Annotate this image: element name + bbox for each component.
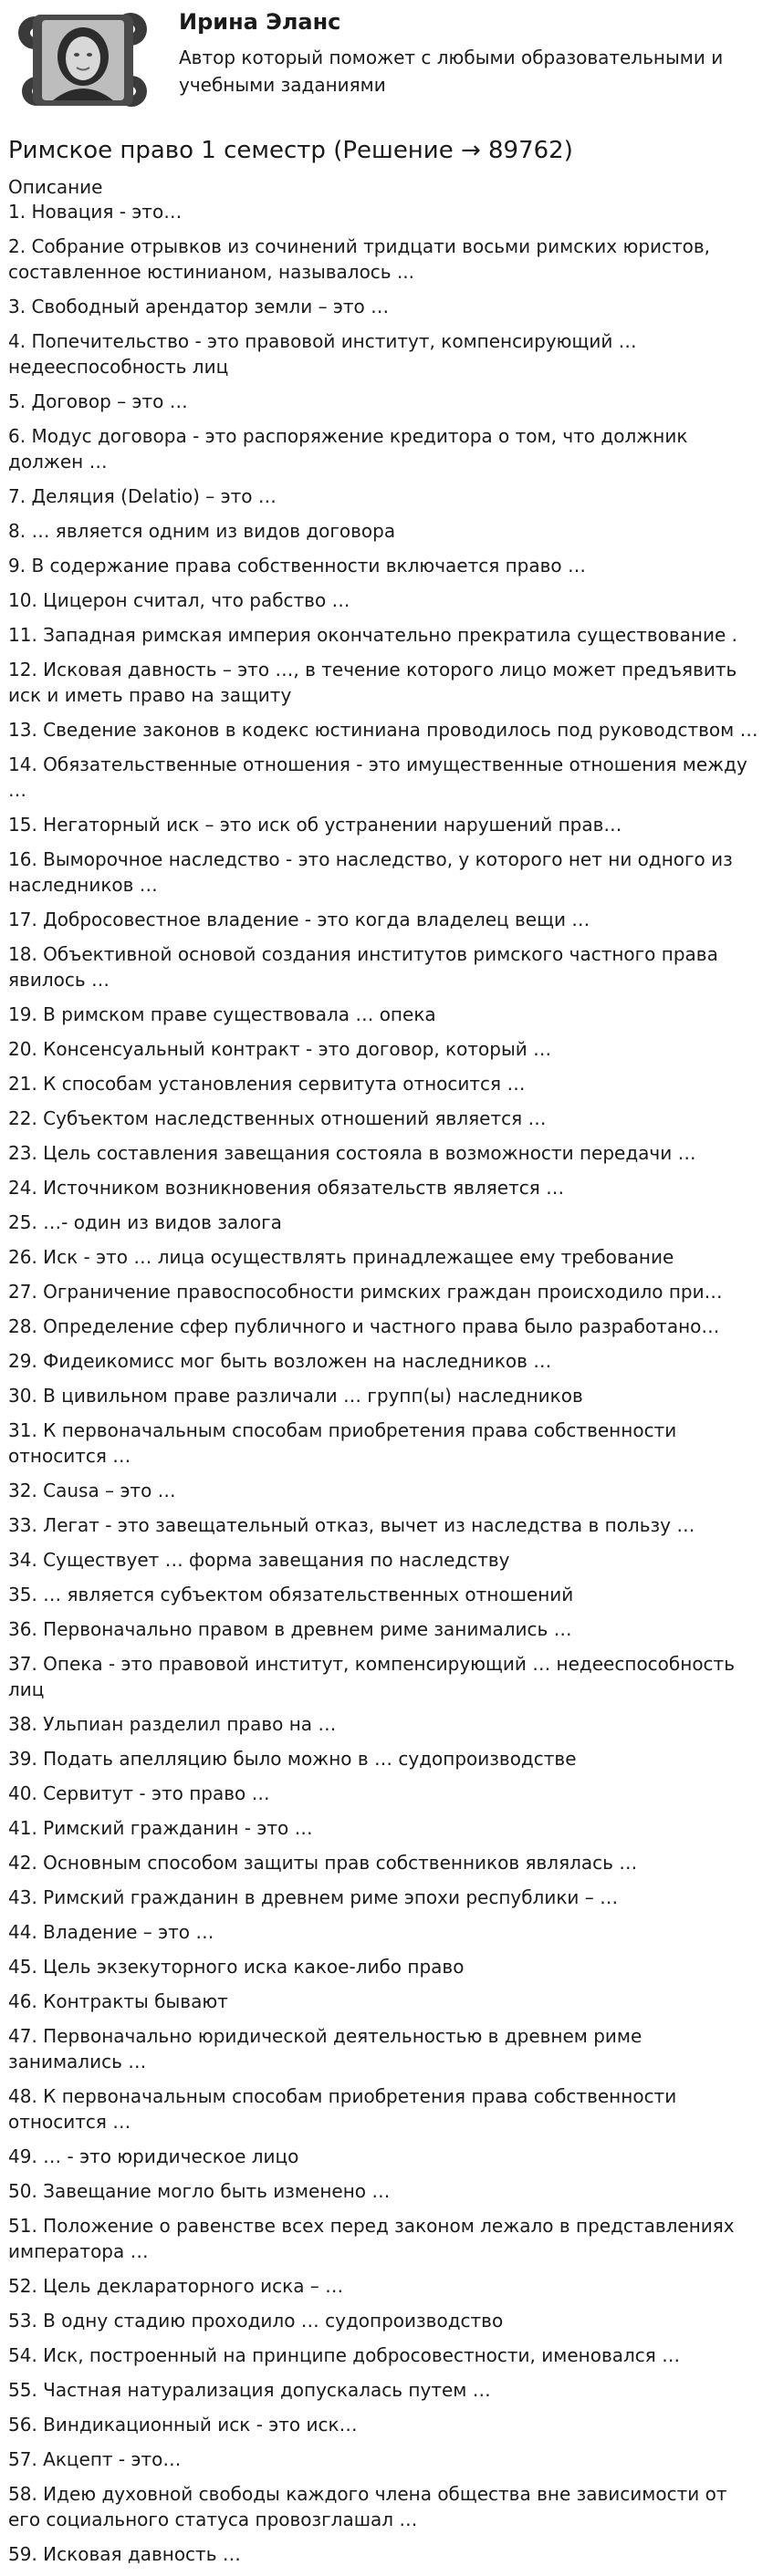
author-name[interactable]: Ирина Эланс xyxy=(179,9,341,35)
question-item: 9. В содержание права собственности включается право … xyxy=(8,555,587,576)
question-item: 12. Исковая давность – это …, в течение которого лицо может предъявить иск и иметь право на защиту xyxy=(8,659,737,706)
question-item: 53. В одну стадию проходило … судопроизводство xyxy=(8,2310,504,2332)
question-item: 18. Объективной основой создания институтов римского частного права явилось … xyxy=(8,943,718,991)
question-item: 28. Определение сфер публичного и частного права было разработано… xyxy=(8,1315,720,1337)
question-item: 20. Консенсуальный контракт - это договор, который … xyxy=(8,1038,552,1060)
question-item: 42. Основным способом защиты прав собственников являлась … xyxy=(8,1852,638,1874)
question-item: 2. Собрание отрывков из сочинений тридцати восьми римских юристов, составленное юстинианом, называлось ... xyxy=(8,235,711,283)
question-item: 52. Цель деклараторного иска – … xyxy=(8,2275,344,2297)
question-item: 23. Цель составления завещания состояла в возможности передачи … xyxy=(8,1142,696,1164)
question-item: 36. Первоначально правом в древнем риме занимались … xyxy=(8,1618,572,1640)
question-item: 19. В римском праве существовала … опека xyxy=(8,1003,436,1025)
question-item: 1. Новация - это… xyxy=(8,201,183,223)
author-card xyxy=(8,0,765,128)
question-item: 43. Римский гражданин в древнем риме эпохи республики – … xyxy=(8,1886,619,1908)
question-item: 56. Виндикационный иск - это иск… xyxy=(8,2414,358,2436)
question-item: 33. Легат - это завещательный отказ, вычет из наследства в пользу … xyxy=(8,1514,695,1536)
question-item: 11. Западная римская империя окончательно прекратила существование . xyxy=(8,624,738,646)
question-item: 22. Субъектом наследственных отношений является … xyxy=(8,1107,547,1129)
question-item: 29. Фидеикомисс мог быть возложен на наследников … xyxy=(8,1350,552,1372)
question-item: 45. Цель экзекуторного иска какое-либо право xyxy=(8,1956,465,1978)
question-item: 21. К способам установления сервитута относится … xyxy=(8,1073,526,1095)
question-item: 47. Первоначально юридической деятельностью в древнем риме занимались … xyxy=(8,2025,642,2072)
question-item: 49. … - это юридическое лицо xyxy=(8,2145,299,2167)
question-item: 32. Causa – это … xyxy=(8,1480,176,1501)
question-item: 35. … является субъектом обязательственных отношений xyxy=(8,1584,574,1605)
question-item: 31. К первоначальным способам приобретения права собственности относится … xyxy=(8,1419,677,1467)
author-avatar[interactable] xyxy=(16,7,149,112)
question-item: 15. Негаторный иск – это иск об устранении нарушений прав… xyxy=(8,814,622,836)
question-item: 3. Свободный арендатор земли – это … xyxy=(8,296,390,317)
question-item: 14. Обязательственные отношения - это имущественные отношения между … xyxy=(8,753,747,801)
question-item: 55. Частная натурализация допускалась путем … xyxy=(8,2379,491,2401)
question-item: 16. Выморочное наследство - это наследство, у которого нет ни одного из наследников … xyxy=(8,848,733,896)
question-item: 5. Договор – это … xyxy=(8,390,188,412)
question-item: 38. Ульпиан разделил право на … xyxy=(8,1713,337,1735)
question-item: 10. Цицерон считал, что рабство … xyxy=(8,589,350,611)
question-item: 37. Опека - это правовой институт, компенсирующий … недееспособность лиц xyxy=(8,1653,735,1700)
question-item: 30. В цивильном праве различали … групп(ы) наследников xyxy=(8,1385,583,1407)
question-item: 6. Модус договора - это распоряжение кредитора о том, что должник должен … xyxy=(8,425,688,473)
question-item: 34. Существует … форма завещания по наследству xyxy=(8,1549,510,1571)
page-title: Римское право 1 семестр (Решение → 89762) xyxy=(8,137,573,164)
description-label: Описание xyxy=(8,176,103,198)
question-item: 17. Добросовестное владение - это когда владелец вещи … xyxy=(8,909,590,930)
question-item: 51. Положение о равенстве всех перед законом лежало в представлениях императора … xyxy=(8,2215,735,2262)
question-item: 25. …- один из видов залога xyxy=(8,1211,282,1233)
question-item: 46. Контракты бывают xyxy=(8,1990,228,2012)
question-item: 59. Исковая давность … xyxy=(8,2543,241,2565)
question-list xyxy=(8,199,765,2567)
question-item: 48. К первоначальным способам приобретения права собственности относится … xyxy=(8,2085,677,2133)
question-item: 13. Сведение законов в кодекс юстиниана проводилось под руководством … xyxy=(8,719,758,741)
question-item: 41. Римский гражданин - это … xyxy=(8,1817,313,1839)
question-item: 50. Завещание могло быть изменено … xyxy=(8,2180,391,2202)
question-item: 24. Источником возникновения обязательств является … xyxy=(8,1177,565,1199)
question-item: 44. Владение – это … xyxy=(8,1921,214,1943)
question-item: 7. Деляция (Delatio) – это … xyxy=(8,485,277,507)
question-item: 4. Попечительство - это правовой институт, компенсирующий … недееспособность лиц xyxy=(8,330,637,378)
question-item: 54. Иск, построенный на принципе добросовестности, именовался … xyxy=(8,2344,681,2366)
question-item: 58. Идею духовной свободы каждого члена общества вне зависимости от его социального статуса провозглашал … xyxy=(8,2483,727,2530)
question-item: 8. … является одним из видов договора xyxy=(8,520,396,542)
question-item: 40. Сервитут - это право … xyxy=(8,1782,270,1804)
question-item: 26. Иск - это … лица осуществлять принадлежащее ему требование xyxy=(8,1246,674,1268)
question-item: 57. Акцепт - это… xyxy=(8,2448,182,2470)
author-description: Автор который поможет с любыми образовательными и учебными заданиями xyxy=(179,47,724,96)
question-item: 27. Ограничение правоспособности римских граждан происходило при… xyxy=(8,1281,723,1303)
question-item: 39. Подать апелляцию было можно в … судопроизводстве xyxy=(8,1748,577,1770)
